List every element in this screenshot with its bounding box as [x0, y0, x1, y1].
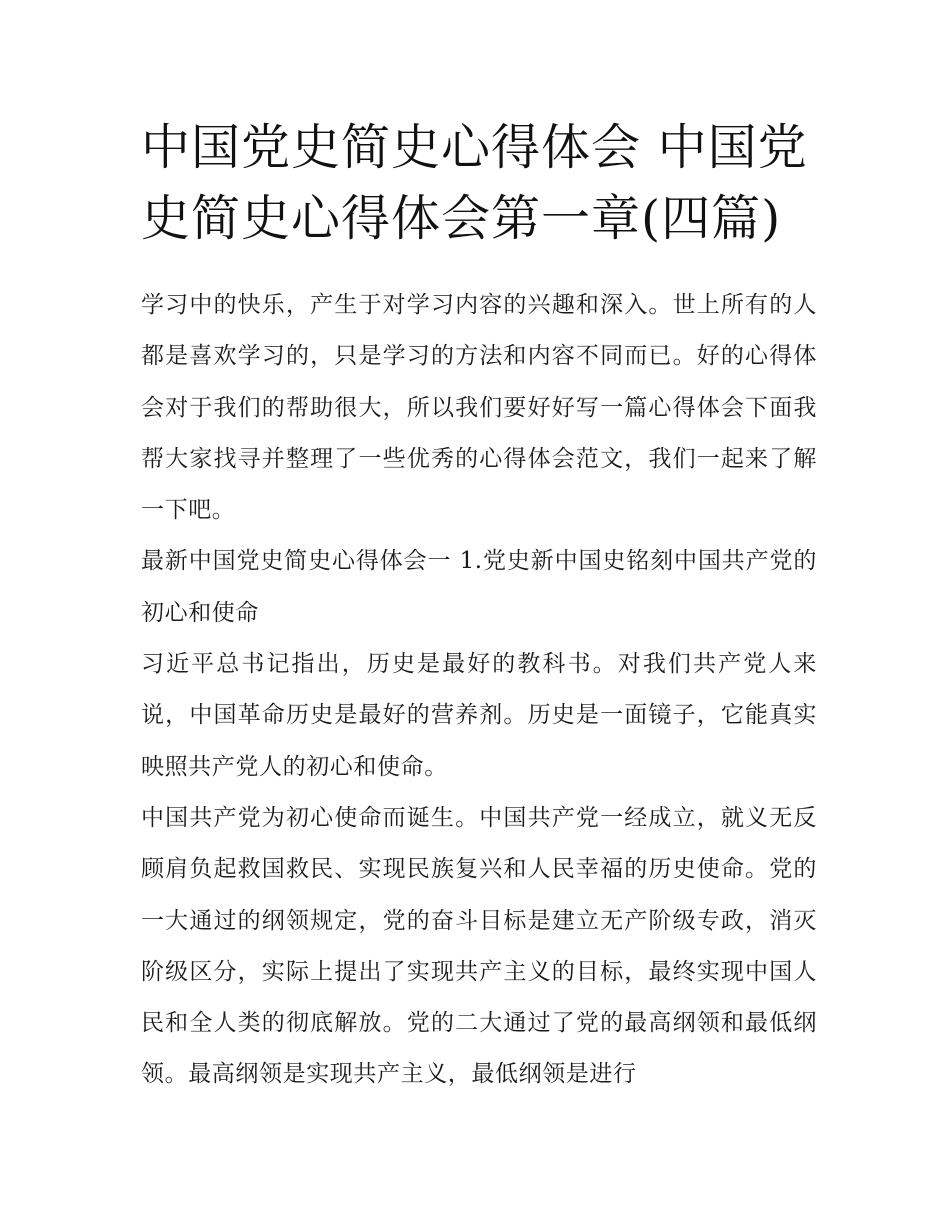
paragraph-history-textbook: 习近平总书记指出，历史是最好的教科书。对我们共产党人来说，中国革命历史是最好的营养剂。历史是一面镜子，它能真实映照共产党人的初心和使命。	[141, 651, 817, 780]
document-body	[141, 280, 817, 1101]
document-title: 中国党史简史心得体会 中国党史简史心得体会第一章(四篇)	[141, 119, 808, 247]
paragraph-intro: 学习中的快乐，产生于对学习内容的兴趣和深入。世上所有的人都是喜欢学习的，只是学习的方法和内容不同而已。好的心得体会对于我们的帮助很大，所以我们要好好写一篇心得体会下面我帮大家找寻并整理了一些优秀的心得体会范文，我们一起来了解一下吧。	[141, 292, 817, 524]
paragraph-party-founding: 中国共产党为初心使命而诞生。中国共产党一经成立，就义无反顾肩负起救国救民、实现民族复兴和人民幸福的历史使命。党的一大通过的纲领规定，党的奋斗目标是建立无产阶级专政，消灭阶级区分，实际上提出了实现共产主义的目标，最终实现中国人民和全人类的彻底解放。党的二大通过了党的最高纲领和最低纲领。最高纲领是实现共产主义，最低纲领是进行	[141, 804, 817, 1088]
paragraph-section-heading: 最新中国党史简史心得体会一 1.党史新中国史铭刻中国共产党的初心和使命	[141, 548, 817, 626]
